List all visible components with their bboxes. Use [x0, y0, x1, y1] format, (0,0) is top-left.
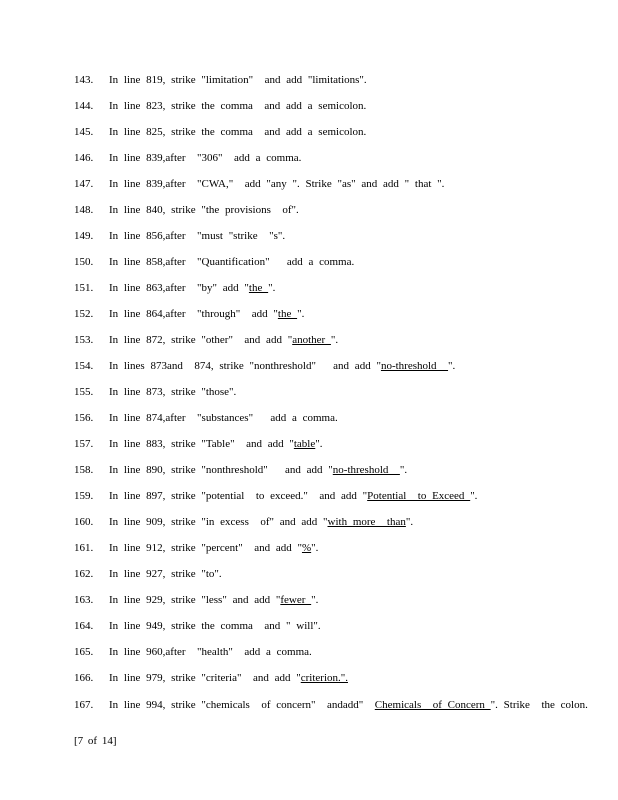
inserted-text: fewer — [280, 594, 312, 606]
instruction-text: In line 856,after "must "strike "s". — [109, 230, 286, 242]
inserted-text: another — [292, 334, 331, 346]
item-number: 160. — [74, 516, 94, 528]
item-text — [109, 438, 522, 451]
item-number: 146. — [74, 152, 94, 164]
instruction-text: In line 979, strike "criteria" and add " — [109, 672, 301, 684]
item-number: 147. — [74, 178, 94, 190]
instruction-text: In line 839,after "306" add a comma. — [109, 152, 302, 164]
page-indicator: [7 of 14] — [74, 735, 117, 747]
instruction-text: In line 929, strike "less" and add " — [109, 594, 281, 606]
item-number: 157. — [74, 438, 94, 450]
instruction-text: ". — [448, 360, 456, 372]
inserted-text: no-threshold — [332, 464, 400, 476]
item-number: 156. — [74, 412, 94, 424]
inserted-text: Potential to Exceed — [367, 490, 471, 502]
item-text — [109, 126, 522, 139]
item-number: 159. — [74, 490, 94, 502]
inserted-text: with more than — [327, 516, 406, 528]
instruction-text: In line 874,after "substances" add a comma. — [109, 412, 338, 424]
instruction-text: In line 949, strike the comma and " will". — [109, 620, 321, 632]
item-text — [109, 672, 522, 685]
instruction-text: ". — [268, 282, 276, 294]
item-number: 152. — [74, 308, 94, 320]
item-text — [109, 360, 522, 373]
instruction-text: In line 858,after "Quantification" add a comma. — [109, 256, 355, 268]
item-text — [109, 516, 522, 529]
item-text — [109, 646, 522, 659]
item-number: 148. — [74, 204, 94, 216]
inserted-text: no-threshold — [380, 360, 449, 372]
item-number: 164. — [74, 620, 94, 632]
instruction-text: In line 863,after "by" add " — [109, 282, 249, 294]
instruction-text: In line 819, strike "limitation" and add "limitations". — [109, 74, 367, 86]
item-number: 166. — [74, 672, 94, 684]
instruction-text: In line 823, strike the comma and add a semicolon. — [109, 100, 367, 112]
item-number: 153. — [74, 334, 94, 346]
instruction-text: ". — [330, 334, 339, 346]
inserted-text: % — [301, 542, 312, 554]
item-number: 145. — [74, 126, 94, 138]
instruction-text: ". — [311, 542, 319, 554]
item-number: 163. — [74, 594, 94, 606]
inserted-text: table — [293, 438, 316, 450]
instruction-text: In line 909, strike "in excess of" and add " — [109, 516, 328, 528]
inserted-text: Chemicals of Concern — [374, 699, 491, 711]
item-text — [109, 412, 522, 425]
item-number: 158. — [74, 464, 94, 476]
instruction-text: In line 883, strike "Table" and add " — [109, 438, 294, 450]
item-text — [109, 386, 522, 399]
item-text — [109, 464, 522, 477]
item-number: 151. — [74, 282, 94, 294]
inserted-text: the — [248, 282, 269, 294]
item-number: 154. — [74, 360, 94, 372]
instruction-text: ". — [470, 490, 478, 502]
item-text — [109, 542, 522, 555]
item-text — [109, 308, 522, 321]
instruction-text: ". — [297, 308, 305, 320]
instruction-text: In lines 873and 874, strike "nonthreshold" and add " — [109, 360, 381, 372]
instruction-text: ". Strike the colon. — [490, 699, 588, 711]
item-text — [109, 490, 522, 503]
instruction-text: ". — [399, 464, 408, 476]
item-text — [109, 152, 522, 165]
instruction-text: In line 825, strike the comma and add a semicolon. — [109, 126, 367, 138]
instruction-text: In line 890, strike "nonthreshold" and add " — [109, 464, 333, 476]
instruction-text: In line 864,after "through" add " — [109, 308, 278, 320]
item-text — [109, 699, 588, 712]
instruction-text: ". — [315, 438, 323, 450]
instruction-text: ". — [311, 594, 319, 606]
instruction-text: In line 840, strike "the provisions of". — [109, 204, 299, 216]
item-text — [109, 230, 522, 243]
inserted-text: criterion.". — [300, 672, 348, 684]
instruction-text: In line 897, strike "potential to exceed." and add " — [109, 490, 368, 502]
item-number: 149. — [74, 230, 94, 242]
item-text — [109, 178, 522, 191]
item-text — [109, 204, 522, 217]
item-number: 143. — [74, 74, 94, 86]
item-text — [109, 74, 522, 87]
item-text — [109, 282, 522, 295]
inserted-text: the — [277, 308, 298, 320]
instruction-text: ". — [405, 516, 414, 528]
item-text — [109, 334, 522, 347]
item-text — [109, 594, 522, 607]
item-number: 150. — [74, 256, 94, 268]
item-number: 155. — [74, 386, 94, 398]
instruction-text: In line 960,after "health" add a comma. — [109, 646, 312, 658]
instruction-text: In line 873, strike "those". — [109, 386, 237, 398]
item-number: 165. — [74, 646, 94, 658]
item-text — [109, 620, 522, 633]
item-text — [109, 100, 522, 113]
instruction-text: In line 872, strike "other" and add " — [109, 334, 293, 346]
instruction-text: In line 994, strike "chemicals of concern" andadd" — [109, 699, 375, 711]
item-number: 161. — [74, 542, 94, 554]
item-number: 167. — [74, 699, 94, 711]
item-text — [109, 568, 522, 581]
item-number: 162. — [74, 568, 94, 580]
instruction-text: In line 927, strike "to". — [109, 568, 222, 580]
item-text — [109, 256, 522, 269]
item-number: 144. — [74, 100, 94, 112]
instruction-text: In line 912, strike "percent" and add " — [109, 542, 302, 554]
instruction-text: In line 839,after "CWA," add "any ". Strike "as" and add " that ". — [109, 178, 445, 190]
